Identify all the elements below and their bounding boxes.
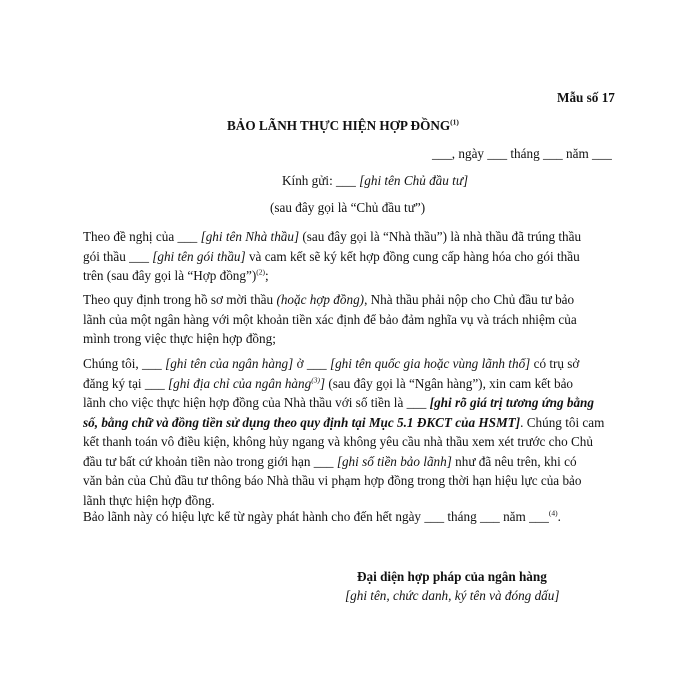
- paragraph-3: [83, 354, 628, 510]
- text-line: văn bản của Chủ đầu tư thông báo Nhà thầu vi phạm hợp đồng trong thời hạn hiệu lực của bảo: [83, 473, 582, 488]
- text-run: số, bằng chữ và đồng tiền sử dụng theo quy định tại Mục 5.1 ĐKCT của HSMT]: [83, 414, 521, 430]
- text-run: [ghi tên Nhà thầu]: [200, 229, 300, 244]
- text-run: [ghi rõ giá trị tương ứng bằng: [429, 395, 594, 410]
- text-run: [ghi tên quốc gia hoặc vùng lãnh thổ]: [329, 356, 531, 371]
- text-run: Theo quy định trong hồ sơ mời thầu: [83, 292, 277, 307]
- text-run: [ghi địa chỉ của ngân hàng: [167, 375, 312, 391]
- text-run: ;: [264, 268, 269, 283]
- text-line: [83, 354, 628, 374]
- text-line: lãnh của một ngân hàng với một khoản tiền xác định để bảo đảm nghĩa vụ và trách nhiệm của: [83, 311, 577, 327]
- paragraph-1: [83, 227, 628, 286]
- text-line: [83, 227, 628, 247]
- text-run: trên (sau đây gọi là “Hợp đồng”): [83, 268, 257, 283]
- text-run: đầu tư bất cứ khoản tiền nào trong giới hạn ___: [83, 453, 337, 469]
- text-run: .: [557, 509, 561, 524]
- signature-note: [ghi tên, chức danh, ký tên và đóng dấu]: [345, 588, 560, 603]
- text-line: kết thanh toán vô điều kiện, không hủy ngang và không yêu cầu nhà thầu xem xét trước cho Chủ: [83, 434, 593, 449]
- text-line: lãnh thực hiện hợp đồng.: [83, 492, 215, 508]
- text-line: [83, 413, 628, 433]
- text-run: Bảo lãnh này có hiệu lực kể từ ngày phát hành cho đến hết ngày ___ tháng ___ năm ___: [83, 509, 549, 524]
- text-line: [83, 266, 628, 286]
- document-title: BẢO LÃNH THỰC HIỆN HỢP ĐỒNG$^{(1)}$: [227, 117, 459, 133]
- text-line: mình trong việc thực hiện hợp đồng;: [83, 331, 276, 346]
- text-run: . Chúng tôi cam: [520, 414, 605, 430]
- text-line: [83, 507, 628, 527]
- text-run: [ghi tên của ngân hàng]: [165, 356, 294, 371]
- recipient-line: Kính gửi: ___ [ghi tên Chủ đầu tư]: [282, 173, 469, 188]
- text-run: gói thầu ___: [83, 248, 153, 264]
- text-run: Theo đề nghị của ___: [83, 229, 201, 244]
- text-run: (sau đây gọi là “Ngân hàng”), xin cam kết bảo: [325, 375, 574, 391]
- text-line: [83, 290, 628, 310]
- text-run: [ghi tên gói thầu]: [152, 248, 246, 264]
- text-run: (hoặc hợp đồng): [276, 292, 365, 307]
- text-run: (sau đây gọi là “Nhà thầu”) là nhà thầu đã trúng thầu: [299, 229, 582, 244]
- footnote-ref: (3): [311, 375, 320, 385]
- paragraph-4: [83, 507, 628, 527]
- footnote-ref: (4): [548, 508, 558, 518]
- text-line: [83, 452, 628, 472]
- paragraph-2: [83, 290, 628, 349]
- text-run: có trụ sở: [530, 356, 580, 371]
- text-run: lãnh cho việc thực hiện hợp đồng của Nhà thầu với số tiền là ___: [83, 395, 430, 410]
- recipient-alias: (sau đây gọi là “Chủ đầu tư”): [270, 200, 426, 215]
- text-run: như đã nêu trên, khi có: [451, 453, 577, 469]
- text-run: [ghi số tiền bảo lãnh]: [336, 453, 452, 469]
- text-run: ở ___: [293, 356, 330, 371]
- text-run: ]: [319, 375, 326, 391]
- text-run: , Nhà thầu phải nộp cho Chủ đầu tư bảo: [364, 292, 575, 307]
- form-number: Mẫu số 17: [557, 90, 615, 105]
- text-line: [83, 393, 628, 413]
- text-line: [83, 374, 628, 394]
- footnote-ref: (2): [256, 267, 265, 277]
- text-line: [83, 247, 628, 267]
- text-run: và cam kết sẽ ký kết hợp đồng cung cấp hàng hóa cho gói thầu: [245, 248, 580, 264]
- footnote-ref: (1): [450, 117, 459, 127]
- text-run: Chúng tôi, ___: [83, 356, 166, 371]
- date-line: ___, ngày ___ tháng ___ năm ___: [432, 146, 612, 161]
- text-run: đăng ký tại ___: [83, 375, 168, 391]
- signature-title: Đại diện hợp pháp của ngân hàng: [357, 569, 547, 584]
